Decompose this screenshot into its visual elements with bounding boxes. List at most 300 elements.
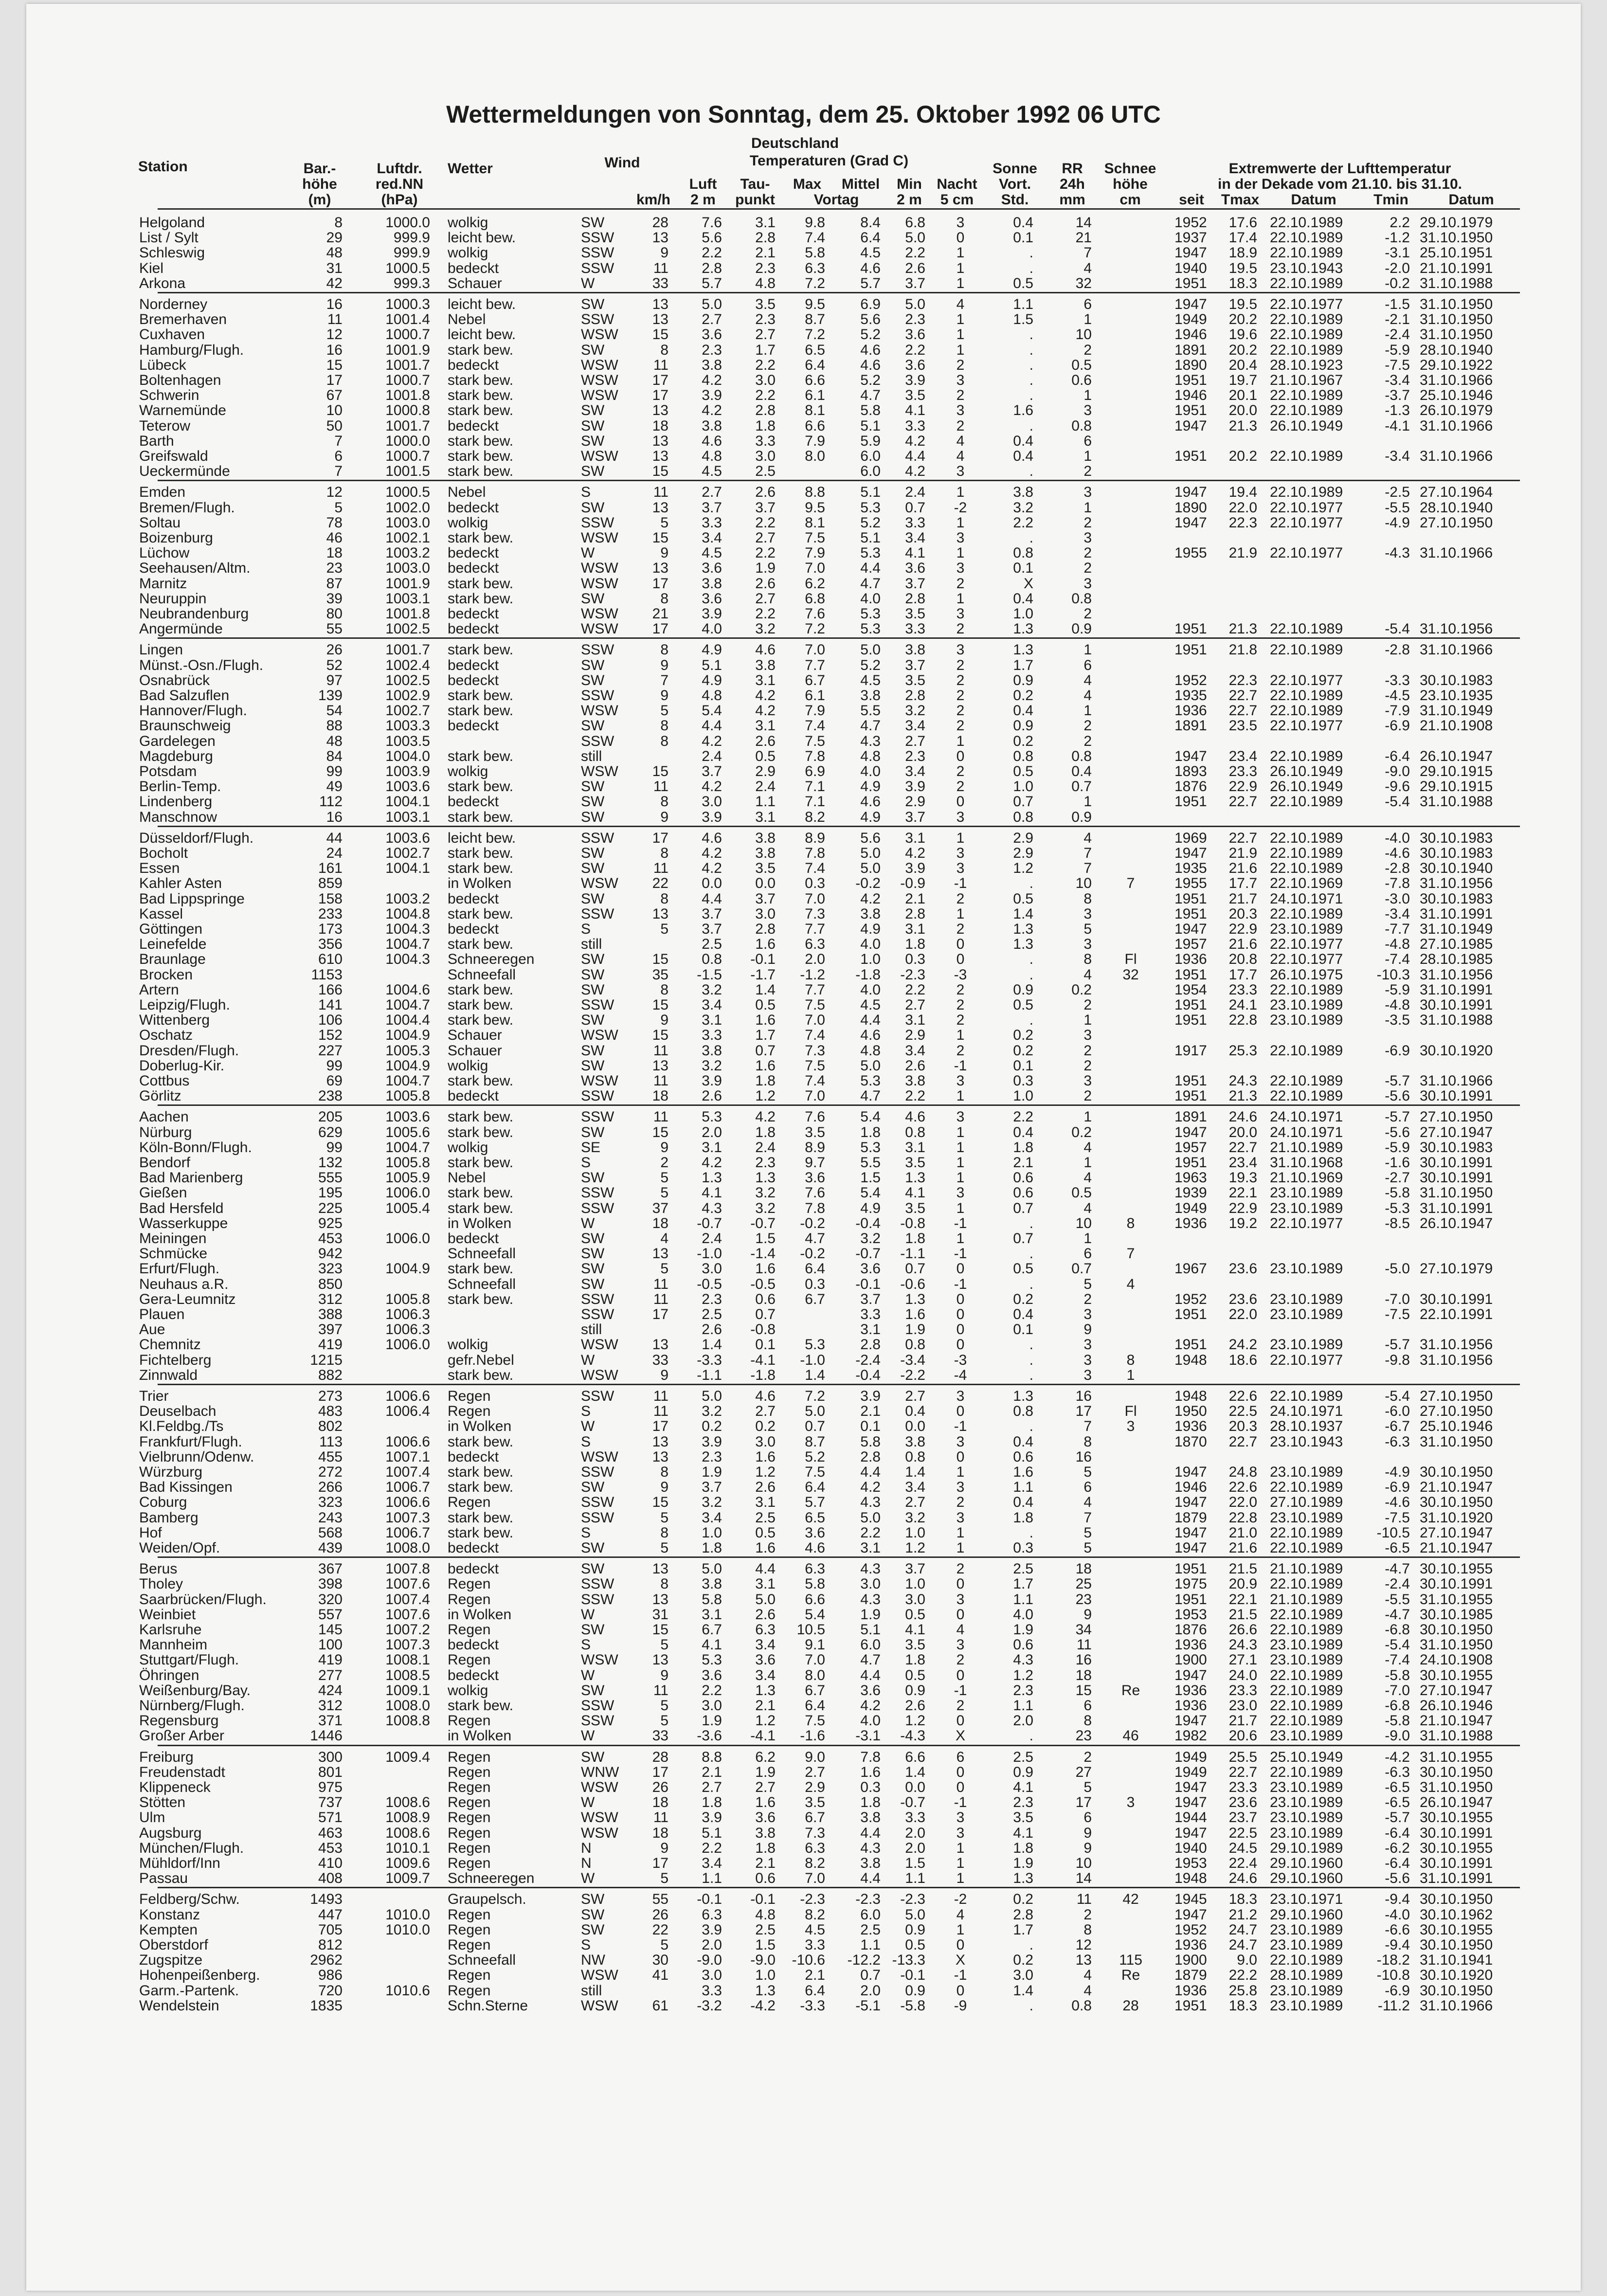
cell-rr: 1	[1083, 1230, 1092, 1247]
cell-bar-hoehe: 31	[326, 260, 343, 276]
cell-rr: 10	[1075, 326, 1092, 343]
cell-mittel: 0.3	[860, 1779, 881, 1795]
cell-min: 2.8	[905, 905, 925, 922]
cell-station: Bad Hersfeld	[139, 1200, 224, 1216]
cell-wetter: bedeckt	[448, 545, 499, 561]
cell-sonne: 0.7	[1013, 1230, 1033, 1247]
cell-bar-hoehe: 44	[326, 830, 343, 846]
cell-luftdr: 1000.5	[385, 260, 430, 276]
cell-luftdr: 1005.8	[385, 1155, 430, 1171]
cell-wind-dir: W	[581, 1870, 595, 1887]
cell-wind-dir: SW	[581, 860, 605, 877]
cell-seit: 1936	[1174, 1215, 1207, 1231]
header-nacht-1: Nacht	[937, 176, 977, 192]
cell-tmax: 20.1	[1228, 387, 1257, 404]
cell-taupunkt: 1.7	[755, 1027, 776, 1044]
cell-datum-max: 27.10.1989	[1270, 1494, 1343, 1511]
cell-sonne: 1.3	[1013, 936, 1033, 953]
cell-sonne: 4.0	[1013, 1606, 1033, 1623]
cell-rr: 2	[1083, 733, 1092, 749]
cell-min: -4.3	[900, 1728, 925, 1744]
cell-tmax: 24.5	[1228, 1840, 1257, 1856]
table-row	[26, 1246, 1581, 1261]
cell-wind-dir: SSW	[581, 1494, 614, 1511]
cell-tmax: 24.3	[1228, 1073, 1257, 1089]
cell-wind-speed: 55	[652, 1891, 668, 1908]
cell-taupunkt: 3.1	[755, 215, 776, 231]
cell-datum-max: 29.10.1960	[1270, 1855, 1343, 1871]
cell-nacht: 0	[956, 1576, 965, 1592]
header-bar-hoehe-3: (m)	[308, 192, 331, 208]
cell-station: Nürburg	[139, 1124, 192, 1140]
cell-mittel: -0.1	[855, 1276, 881, 1292]
cell-wind-speed: 33	[652, 1728, 668, 1744]
cell-bar-hoehe: 388	[318, 1306, 343, 1322]
cell-max: 2.7	[805, 1764, 825, 1780]
table-row	[26, 215, 1581, 230]
cell-tmin: -7.5	[1385, 1509, 1410, 1526]
cell-max: 7.5	[805, 1057, 825, 1074]
cell-max: 7.0	[805, 1012, 825, 1029]
cell-wind-dir: SW	[581, 672, 605, 688]
cell-tmin: -6.4	[1385, 748, 1410, 764]
cell-rr: 5	[1083, 1464, 1092, 1480]
cell-wind-dir: WSW	[581, 1997, 618, 2014]
cell-bar-hoehe: 273	[318, 1388, 343, 1404]
cell-wind-speed: 15	[652, 763, 668, 779]
cell-wetter: bedeckt	[448, 260, 499, 276]
cell-wetter: bedeckt	[448, 1230, 499, 1247]
cell-sonne: 0.2	[1013, 1027, 1033, 1044]
cell-station: Bad Kissingen	[139, 1479, 233, 1496]
cell-wind-speed: 5	[660, 1185, 668, 1201]
cell-rr: 4	[1083, 1170, 1092, 1186]
cell-wetter: Regen	[448, 1825, 491, 1841]
cell-bar-hoehe: 97	[326, 672, 343, 688]
cell-luftdr: 1004.7	[385, 1073, 430, 1089]
cell-tmax: 22.7	[1228, 1433, 1257, 1450]
cell-mittel: 5.3	[860, 545, 881, 561]
cell-rr: 0.8	[1071, 417, 1092, 434]
cell-min: 2.3	[905, 748, 925, 764]
cell-nacht: 0	[956, 794, 965, 810]
cell-sonne: .	[1029, 1418, 1033, 1435]
cell-mittel: 5.0	[860, 845, 881, 861]
cell-wetter: Graupelsch.	[448, 1891, 526, 1908]
cell-sonne: 0.9	[1013, 718, 1033, 734]
cell-luftdr: 1001.5	[385, 463, 430, 480]
cell-taupunkt: 2.3	[755, 1155, 776, 1171]
cell-taupunkt: 3.1	[755, 672, 776, 688]
cell-wetter: leicht bew.	[448, 830, 516, 846]
header-luftdr-3: (hPa)	[381, 192, 418, 208]
cell-min: 3.3	[905, 417, 925, 434]
cell-sonne: .	[1029, 1728, 1033, 1744]
cell-bar-hoehe: 272	[318, 1464, 343, 1480]
table-row	[26, 1140, 1581, 1155]
cell-tmin: -9.6	[1385, 778, 1410, 795]
cell-wind-dir: SSW	[581, 1291, 614, 1307]
cell-tmin: -7.5	[1385, 1306, 1410, 1322]
cell-nacht: 4	[956, 296, 965, 312]
cell-nacht: 2	[956, 718, 965, 734]
cell-datum-max: 28.10.1937	[1270, 1418, 1343, 1435]
cell-rr: 5	[1083, 921, 1092, 937]
cell-nacht: 3	[956, 560, 965, 577]
cell-station: Potsdam	[139, 763, 197, 779]
cell-station: Lindenberg	[139, 794, 213, 810]
table-row	[26, 1337, 1581, 1352]
cell-mittel: 5.0	[860, 860, 881, 877]
cell-max: 6.7	[805, 1809, 825, 1826]
cell-luftdr: 1007.8	[385, 1561, 430, 1577]
cell-nacht: 2	[956, 575, 965, 592]
cell-tmax: 17.7	[1228, 966, 1257, 983]
cell-nacht: 0	[956, 1306, 965, 1322]
cell-bar-hoehe: 397	[318, 1321, 343, 1338]
cell-wind-speed: 33	[652, 1352, 668, 1368]
cell-nacht: -1	[954, 1276, 967, 1292]
cell-mittel: 6.9	[860, 296, 881, 312]
cell-wind-dir: S	[581, 1524, 591, 1541]
table-row	[26, 1826, 1581, 1841]
cell-rr: 5	[1083, 1276, 1092, 1292]
header-luft-2: 2 m	[690, 192, 716, 208]
header-schnee-1: Schnee	[1104, 161, 1156, 177]
cell-luftdr: 1003.1	[385, 809, 430, 825]
cell-tmax: 22.1	[1228, 1591, 1257, 1608]
cell-luft: 7.6	[702, 215, 722, 231]
cell-luft: 3.9	[702, 1921, 722, 1938]
cell-bar-hoehe: 571	[318, 1809, 343, 1826]
cell-luft: -9.0	[697, 1952, 722, 1969]
cell-datum-min: 30.10.1991	[1420, 1088, 1493, 1104]
cell-luft: 4.8	[702, 687, 722, 704]
cell-rr: 9	[1083, 1606, 1092, 1623]
cell-datum-min: 31.10.1956	[1420, 1352, 1493, 1368]
cell-seit: 1951	[1174, 1561, 1207, 1577]
cell-mittel: 6.0	[860, 463, 881, 480]
cell-datum-max: 22.10.1989	[1270, 1540, 1343, 1556]
cell-tmin: -7.0	[1385, 1291, 1410, 1307]
cell-datum-min: 31.10.1988	[1420, 1728, 1493, 1744]
cell-min: -0.7	[900, 1794, 925, 1811]
cell-bar-hoehe: 356	[318, 936, 343, 953]
cell-taupunkt: 4.2	[755, 1109, 776, 1125]
cell-mittel: 4.3	[860, 1840, 881, 1856]
cell-station: Braunschweig	[139, 718, 231, 734]
cell-wind-dir: WSW	[581, 448, 618, 464]
cell-min: 3.7	[905, 809, 925, 825]
cell-tmax: 22.7	[1228, 1139, 1257, 1156]
cell-luft: 3.1	[702, 1139, 722, 1156]
cell-station: Nürnberg/Flugh.	[139, 1698, 245, 1714]
cell-bar-hoehe: 48	[326, 245, 343, 261]
cell-seit: 1879	[1174, 1509, 1207, 1526]
cell-tmax: 22.1	[1228, 1185, 1257, 1201]
cell-tmin: -3.5	[1385, 1012, 1410, 1029]
cell-tmax: 27.1	[1228, 1652, 1257, 1668]
cell-tmin: -0.2	[1385, 275, 1410, 291]
cell-max: 0.3	[805, 1276, 825, 1292]
cell-bar-hoehe: 266	[318, 1479, 343, 1496]
cell-tmax: 19.4	[1228, 484, 1257, 501]
cell-datum-max: 22.10.1989	[1270, 748, 1343, 764]
cell-wetter: bedeckt	[448, 794, 499, 810]
table-row	[26, 1698, 1581, 1713]
cell-taupunkt: 2.6	[755, 484, 776, 501]
cell-schnee: 8	[1126, 1215, 1135, 1231]
cell-sonne: .	[1029, 530, 1033, 546]
cell-tmax: 22.5	[1228, 1403, 1257, 1420]
cell-station: Barth	[139, 433, 174, 449]
table-row	[26, 545, 1581, 560]
cell-luftdr: 1006.0	[385, 1185, 430, 1201]
table-row	[26, 606, 1581, 621]
cell-taupunkt: 3.0	[755, 448, 776, 464]
cell-taupunkt: 1.6	[755, 1057, 776, 1074]
cell-taupunkt: 0.7	[755, 1042, 776, 1059]
cell-station: Magdeburg	[139, 748, 213, 764]
cell-luft: 5.7	[702, 275, 722, 291]
cell-luft: 5.3	[702, 1109, 722, 1125]
cell-bar-hoehe: 16	[326, 296, 343, 312]
cell-datum-min: 31.10.1950	[1420, 1637, 1493, 1653]
cell-datum-min: 31.10.1991	[1420, 905, 1493, 922]
cell-taupunkt: 3.2	[755, 621, 776, 637]
cell-station: Karlsruhe	[139, 1622, 202, 1638]
cell-wind-dir: SW	[581, 1906, 605, 1923]
cell-luftdr: 1007.3	[385, 1509, 430, 1526]
cell-datum-max: 22.10.1989	[1270, 1606, 1343, 1623]
cell-datum-min: 27.10.1950	[1420, 514, 1493, 531]
cell-taupunkt: 3.6	[755, 1809, 776, 1826]
cell-mittel: 4.8	[860, 748, 881, 764]
cell-min: 3.1	[905, 1139, 925, 1156]
cell-taupunkt: 1.6	[755, 936, 776, 953]
cell-wetter: bedeckt	[448, 1088, 499, 1104]
cell-sonne: 0.8	[1013, 809, 1033, 825]
cell-wetter: stark bew.	[448, 1464, 514, 1480]
cell-sonne: 0.4	[1013, 1494, 1033, 1511]
cell-luft: 3.8	[702, 575, 722, 592]
cell-luftdr: 1002.4	[385, 657, 430, 673]
cell-wind-speed: 2	[660, 1155, 668, 1171]
cell-wind-dir: SSW	[581, 245, 614, 261]
cell-sonne: 0.4	[1013, 590, 1033, 607]
cell-tmin: -2.8	[1385, 642, 1410, 658]
cell-wind-speed: 13	[652, 448, 668, 464]
cell-bar-hoehe: 371	[318, 1713, 343, 1729]
header-kmh: km/h	[636, 192, 670, 208]
cell-wind-dir: SW	[581, 590, 605, 607]
cell-datum-max: 23.10.1989	[1270, 1652, 1343, 1668]
cell-wetter: bedeckt	[448, 1667, 499, 1683]
cell-luft: -0.5	[697, 1276, 722, 1292]
cell-rr: 7	[1083, 1509, 1092, 1526]
cell-wind-speed: 15	[652, 1124, 668, 1140]
cell-wind-dir: SW	[581, 1261, 605, 1277]
table-row	[26, 1028, 1581, 1043]
cell-wetter: bedeckt	[448, 1540, 499, 1556]
cell-wetter: in Wolken	[448, 1418, 512, 1435]
cell-seit: 1952	[1174, 1921, 1207, 1938]
cell-wind-speed: 5	[660, 1870, 668, 1887]
cell-bar-hoehe: 80	[326, 606, 343, 622]
cell-datum-max: 23.10.1971	[1270, 1891, 1343, 1908]
cell-min: 2.4	[905, 484, 925, 501]
cell-taupunkt: 3.0	[755, 1433, 776, 1450]
cell-sonne: 0.1	[1013, 1057, 1033, 1074]
header-rule	[158, 208, 1520, 210]
cell-rr: 4	[1083, 260, 1092, 276]
cell-mittel: 4.4	[860, 1667, 881, 1683]
cell-datum-min: 30.10.1983	[1420, 830, 1493, 846]
cell-mittel: 2.8	[860, 1448, 881, 1465]
cell-luft: 5.1	[702, 657, 722, 673]
cell-taupunkt: 2.2	[755, 387, 776, 404]
cell-min: 3.7	[905, 657, 925, 673]
cell-datum-max: 25.10.1949	[1270, 1749, 1343, 1765]
cell-seit: 1947	[1174, 748, 1207, 764]
cell-tmin: -4.0	[1385, 1906, 1410, 1923]
cell-datum-min: 30.10.1950	[1420, 1494, 1493, 1511]
cell-wetter: stark bew.	[448, 1185, 514, 1201]
cell-wind-dir: W	[581, 1606, 595, 1623]
cell-rr: 3	[1083, 1073, 1092, 1089]
cell-bar-hoehe: 6	[334, 448, 343, 464]
cell-datum-max: 22.10.1989	[1270, 311, 1343, 328]
table-row	[26, 846, 1581, 861]
cell-tmax: 19.2	[1228, 1215, 1257, 1231]
cell-datum-max: 22.10.1977	[1270, 936, 1343, 953]
cell-wind-dir: SW	[581, 499, 605, 516]
cell-nacht: 0	[956, 1779, 965, 1795]
cell-wetter: stark bew.	[448, 1367, 514, 1383]
cell-sonne: 4.1	[1013, 1779, 1033, 1795]
cell-taupunkt: 4.8	[755, 275, 776, 291]
cell-wind-dir: SSW	[581, 1713, 614, 1729]
cell-wetter: wolkig	[448, 514, 488, 531]
table-row	[26, 1607, 1581, 1622]
cell-station: Teterow	[139, 417, 191, 434]
cell-luft: 5.8	[702, 1591, 722, 1608]
cell-sonne: .	[1029, 1337, 1033, 1353]
cell-seit: 1945	[1174, 1891, 1207, 1908]
cell-rr: 0.7	[1071, 778, 1092, 795]
cell-bar-hoehe: 12	[326, 326, 343, 343]
cell-rr: 3	[1083, 1337, 1092, 1353]
cell-rr: 0.9	[1071, 621, 1092, 637]
table-row	[26, 1592, 1581, 1607]
cell-station: Bremerhaven	[139, 311, 227, 328]
cell-datum-max: 23.10.1989	[1270, 1306, 1343, 1322]
cell-taupunkt: 5.0	[755, 1591, 776, 1608]
cell-seit: 1963	[1174, 1170, 1207, 1186]
cell-taupunkt: 1.2	[755, 1713, 776, 1729]
cell-rr: 10	[1075, 875, 1092, 892]
cell-station: Norderney	[139, 296, 208, 312]
cell-rr: 4	[1083, 1200, 1092, 1216]
table-row	[26, 434, 1581, 449]
cell-nacht: 1	[956, 275, 965, 291]
cell-max: 7.0	[805, 1870, 825, 1887]
cell-max: 7.6	[805, 1185, 825, 1201]
cell-mittel: 5.2	[860, 326, 881, 343]
cell-station: Arkona	[139, 275, 186, 291]
cell-luftdr: 1007.4	[385, 1591, 430, 1608]
cell-station: Göttingen	[139, 921, 203, 937]
cell-wind-dir: S	[581, 484, 591, 501]
table-row	[26, 1277, 1581, 1292]
cell-taupunkt: 2.5	[755, 463, 776, 480]
cell-rr: 1	[1083, 1155, 1092, 1171]
cell-wind-speed: 37	[652, 1200, 668, 1216]
cell-tmin: -7.5	[1385, 357, 1410, 373]
cell-luft: 4.6	[702, 433, 722, 449]
cell-tmax: 22.7	[1228, 687, 1257, 704]
header-luftdr-2: red.NN	[375, 176, 424, 192]
cell-tmin: -18.2	[1376, 1952, 1410, 1969]
cell-wetter: bedeckt	[448, 1637, 499, 1653]
cell-tmax: 22.6	[1228, 1388, 1257, 1404]
cell-mittel: 5.1	[860, 417, 881, 434]
cell-tmax: 22.9	[1228, 778, 1257, 795]
cell-luft: 2.4	[702, 1230, 722, 1247]
cell-tmin: -5.4	[1385, 1388, 1410, 1404]
cell-datum-min: 31.10.1988	[1420, 1012, 1493, 1029]
cell-datum-max: 28.10.1989	[1270, 1967, 1343, 1984]
cell-wind-speed: 4	[660, 1230, 668, 1247]
cell-tmax: 21.5	[1228, 1606, 1257, 1623]
cell-luft: 4.9	[702, 642, 722, 658]
cell-sonne: 1.3	[1013, 642, 1033, 658]
cell-mittel: 5.0	[860, 1509, 881, 1526]
cell-mittel: 5.1	[860, 1622, 881, 1638]
cell-datum-min: 21.10.1991	[1420, 260, 1493, 276]
table-row	[26, 1322, 1581, 1337]
cell-seit: 1947	[1174, 1906, 1207, 1923]
cell-sonne: 0.1	[1013, 1321, 1033, 1338]
cell-wetter: bedeckt	[448, 921, 499, 937]
cell-mittel: 4.8	[860, 1042, 881, 1059]
cell-station: Freudenstadt	[139, 1764, 225, 1780]
cell-datum-min: 30.10.1940	[1420, 860, 1493, 877]
cell-rr: 12	[1075, 1937, 1092, 1953]
cell-luftdr: 1002.9	[385, 687, 430, 704]
cell-wetter: in Wolken	[448, 875, 512, 892]
cell-mittel: 5.3	[860, 1139, 881, 1156]
cell-wind-speed: 13	[652, 433, 668, 449]
cell-min: 3.5	[905, 1200, 925, 1216]
cell-wetter: Regen	[448, 1388, 491, 1404]
cell-rr: 3	[1083, 484, 1092, 501]
cell-mittel: 4.9	[860, 1200, 881, 1216]
cell-rr: 0.4	[1071, 763, 1092, 779]
table-row	[26, 1765, 1581, 1780]
cell-wetter: bedeckt	[448, 560, 499, 577]
cell-min: 0.0	[905, 1418, 925, 1435]
cell-rr: 14	[1075, 215, 1092, 231]
cell-tmax: 22.8	[1228, 1509, 1257, 1526]
cell-mittel: 6.0	[860, 448, 881, 464]
cell-tmin: 2.2	[1390, 215, 1410, 231]
cell-rr: 10	[1075, 1855, 1092, 1871]
cell-datum-min: 30.10.1991	[1420, 1825, 1493, 1841]
cell-station: Gießen	[139, 1185, 187, 1201]
cell-nacht: 1	[956, 1524, 965, 1541]
cell-station: Seehausen/Altm.	[139, 560, 251, 577]
